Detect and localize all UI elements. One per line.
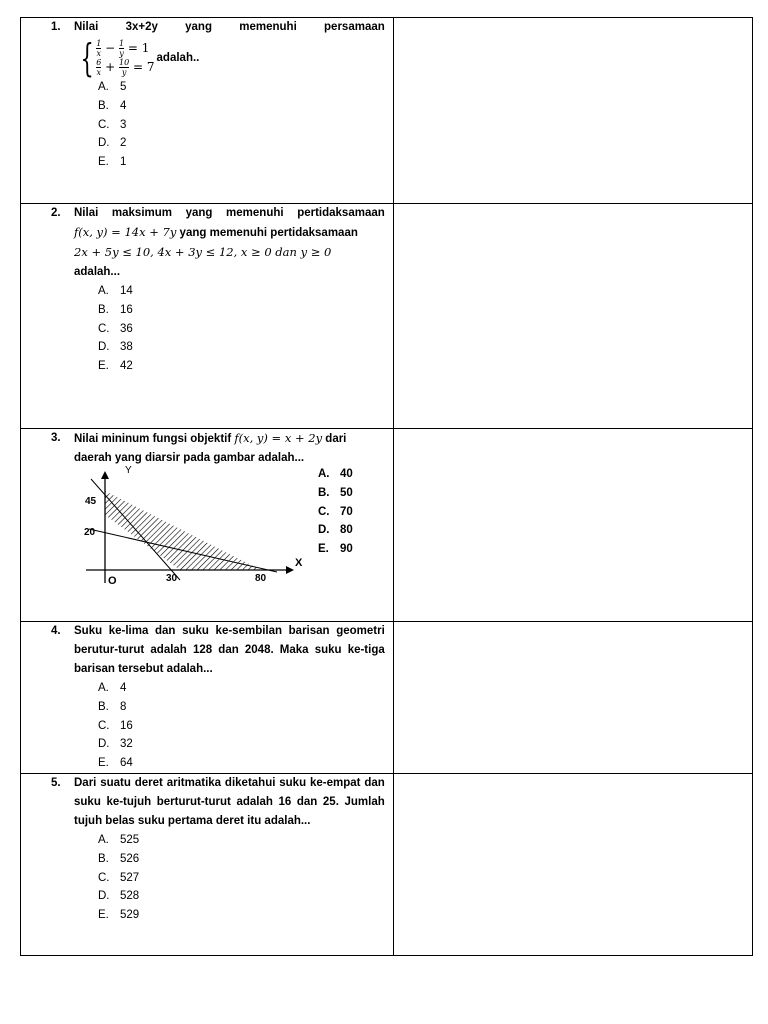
- question-4: [21, 622, 393, 773]
- question-cell-2: [21, 204, 394, 429]
- stem-word: persamaan: [324, 21, 385, 33]
- option-e[interactable]: E. 90: [318, 543, 353, 556]
- option-b[interactable]: B. 16: [98, 303, 133, 316]
- equation-rhs: = 7: [133, 60, 155, 74]
- option-c[interactable]: C. 70: [318, 505, 353, 518]
- option-a[interactable]: A. 40: [318, 468, 353, 480]
- equation-rhs: = 1: [127, 41, 150, 55]
- option-c[interactable]: C. 527: [98, 871, 140, 884]
- option-a[interactable]: A. 14: [98, 285, 133, 297]
- stem-word: memenuhi: [239, 21, 297, 33]
- option-d[interactable]: D. 2: [98, 137, 127, 150]
- stem-line-4: adalah...: [74, 266, 121, 278]
- x-tick-label: 30: [166, 573, 178, 584]
- stem-word: 3x+2y: [125, 21, 158, 33]
- stem-line-1: Nilai maksimum yang memenuhi pertidaksamaan: [74, 207, 385, 219]
- shaded-region: [105, 491, 261, 570]
- question-row-4: [21, 622, 753, 774]
- stem-line-2: daerah yang diarsir pada gambar adalah...: [74, 452, 305, 464]
- question-3: [21, 429, 393, 621]
- option-d[interactable]: D. 38: [98, 341, 133, 354]
- option-c[interactable]: C. 36: [98, 322, 133, 335]
- question-stem: Dari suatu deret aritmatika diketahui suku ke-empat dan suku ke-tujuh berturut-turut adalah 16 dan 25. Jumlah tujuh belas suku pertama deret itu adalah...: [74, 776, 385, 827]
- question-row-3: [21, 429, 753, 622]
- option-d[interactable]: D. 32: [98, 738, 133, 751]
- question-cell-5: [21, 773, 394, 955]
- equation-1: [96, 39, 154, 58]
- operator: +: [105, 60, 116, 74]
- equation-2: [96, 58, 154, 77]
- fraction: $\frac{1}{x}$: [96, 39, 102, 58]
- question-number: 1.: [51, 21, 61, 33]
- brace-symbol: {: [80, 36, 94, 80]
- option-c[interactable]: C. 16: [98, 719, 133, 732]
- options-list: [98, 831, 385, 925]
- question-stem: [74, 18, 385, 37]
- question-1: [21, 18, 393, 172]
- answer-cell-1: [393, 18, 752, 204]
- x-tick-label: 80: [255, 573, 267, 584]
- option-b[interactable]: B. 526: [98, 852, 140, 865]
- y-tick-label: 45: [85, 496, 97, 507]
- feasible-region-graph: [81, 465, 311, 585]
- options-list: [98, 679, 385, 773]
- option-a[interactable]: A. 5: [98, 81, 127, 93]
- x-axis-arrow: [286, 566, 294, 574]
- question-cell-4: [21, 622, 394, 774]
- options-list: [318, 465, 353, 559]
- stem-word: Nilai: [74, 21, 99, 33]
- question-row-1: [21, 18, 753, 204]
- question-table: [20, 17, 753, 956]
- stem-word: yang: [185, 21, 212, 33]
- equation-system: [75, 38, 385, 78]
- question-stem: Suku ke-lima dan suku ke-sembilan barisan geometri berutur-turut adalah 128 dan 2048. Maka suku ke-tiga barisan tersebut adalah...: [74, 625, 385, 675]
- answer-cell-3: [393, 429, 752, 622]
- question-row-5: [21, 773, 753, 955]
- options-list: [98, 78, 385, 172]
- stem-line-3: 2x + 5y ≤ 10, 4x + 3y ≤ 12, x ≥ 0 dan y ≥ 0: [74, 245, 332, 259]
- question-number: 3.: [51, 432, 61, 444]
- y-axis-label: Y: [125, 465, 132, 476]
- option-d[interactable]: D. 528: [98, 890, 140, 903]
- question-number: 2.: [51, 207, 61, 219]
- fraction: $\frac{1}{y}$: [119, 39, 125, 58]
- option-e[interactable]: E. 1: [98, 156, 127, 169]
- option-e[interactable]: E. 529: [98, 909, 140, 922]
- option-a[interactable]: A. 4: [98, 682, 127, 694]
- question-cell-3: [21, 429, 394, 622]
- option-e[interactable]: E. 42: [98, 360, 133, 373]
- question-row-2: [21, 204, 753, 429]
- option-c[interactable]: C. 3: [98, 118, 127, 131]
- question-number: 4.: [51, 625, 61, 637]
- fraction: $\frac{6}{x}$: [96, 58, 102, 77]
- stem-line-2: f(x, y) = 14x + 7y yang memenuhi pertidaksamaan: [74, 225, 358, 239]
- option-e[interactable]: E. 64: [98, 757, 133, 770]
- operator: −: [105, 41, 116, 55]
- option-a[interactable]: A. 525: [98, 833, 140, 846]
- option-b[interactable]: B. 4: [98, 99, 127, 112]
- origin-label: O: [108, 575, 117, 585]
- y-axis-arrow: [101, 471, 109, 479]
- answer-cell-5: [393, 773, 752, 955]
- question-5: [21, 774, 393, 925]
- question-cell-1: [21, 18, 394, 204]
- option-b[interactable]: B. 8: [98, 700, 127, 713]
- question-number: 5.: [51, 776, 61, 789]
- question-stem: [74, 204, 385, 282]
- y-tick-label: 20: [84, 527, 96, 538]
- stem-end: adalah..: [156, 51, 200, 64]
- answer-cell-4: [393, 622, 752, 774]
- answer-cell-2: [393, 204, 752, 429]
- x-axis-label: X: [295, 557, 303, 569]
- options-list: [98, 282, 385, 376]
- question-2: [21, 204, 393, 376]
- question-stem: [74, 429, 385, 468]
- stem-line-1: Nilai mininum fungsi objektif f(x, y) = x + 2y dari: [74, 431, 347, 445]
- option-b[interactable]: B. 50: [318, 486, 353, 499]
- option-d[interactable]: D. 80: [318, 524, 353, 537]
- equations: [96, 39, 154, 77]
- fraction: $\frac{10}{y}$: [119, 58, 130, 77]
